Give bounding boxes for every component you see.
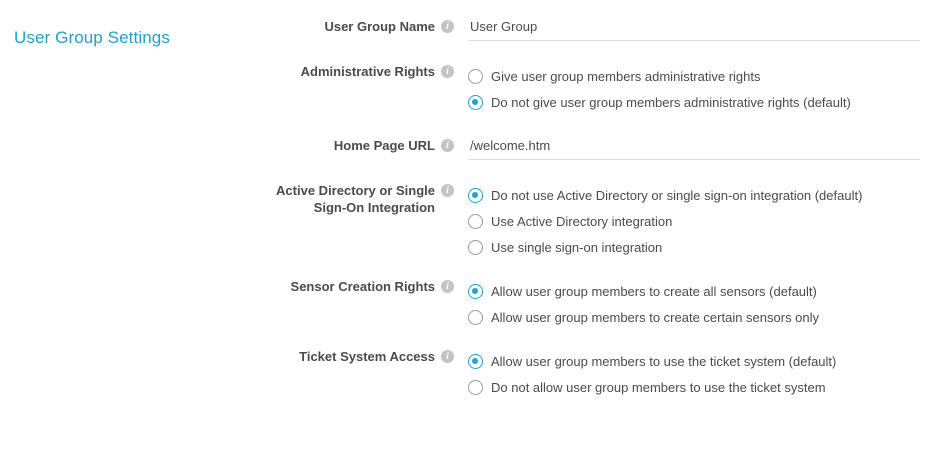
radio-option-certain-sensors[interactable] <box>468 304 926 330</box>
radio-option-allow-ticket-system[interactable] <box>468 348 926 374</box>
field-cell-home-page-url <box>460 137 926 160</box>
sensor-creation-rights-label: Sensor Creation Rights <box>290 279 435 294</box>
radio-icon[interactable] <box>468 310 483 325</box>
spacer <box>236 41 926 63</box>
radio-icon[interactable] <box>468 380 483 395</box>
radio-icon-selected[interactable] <box>468 188 483 203</box>
radio-label: Allow user group members to create all sensors (default) <box>491 283 817 299</box>
field-row-administrative-rights <box>236 63 926 115</box>
sensor-creation-rights-radio-group <box>460 278 926 330</box>
spacer <box>236 260 926 278</box>
radio-option-deny-ticket-system[interactable] <box>468 374 926 400</box>
field-cell-user-group-name <box>460 18 926 41</box>
label-cell-ticket-system-access <box>236 348 460 365</box>
radio-label: Use single sign-on integration <box>491 239 663 255</box>
home-page-url-label: Home Page URL <box>333 138 435 153</box>
radio-icon[interactable] <box>468 69 483 84</box>
radio-label: Use Active Directory integration <box>491 213 673 229</box>
info-icon[interactable]: i <box>441 20 454 33</box>
label-cell-ad-sso-integration <box>236 182 460 216</box>
user-group-name-label: User Group Name <box>324 19 435 34</box>
administrative-rights-label: Administrative Rights <box>300 64 435 79</box>
user-group-name-input[interactable] <box>468 18 920 41</box>
field-row-sensor-creation-rights <box>236 278 926 330</box>
info-icon[interactable]: i <box>441 280 454 293</box>
radio-label: Do not use Active Directory or single sign-on integration (default) <box>491 187 863 203</box>
radio-icon-selected[interactable] <box>468 354 483 369</box>
radio-option-no-ad-sso[interactable] <box>468 182 926 208</box>
label-cell-home-page-url <box>236 137 460 154</box>
field-row-home-page-url <box>236 137 926 160</box>
radio-option-use-sso[interactable] <box>468 234 926 260</box>
info-icon[interactable]: i <box>441 350 454 363</box>
ticket-system-access-radio-group <box>460 348 926 400</box>
radio-icon[interactable] <box>468 240 483 255</box>
home-page-url-input[interactable] <box>468 137 920 160</box>
settings-form <box>236 18 926 400</box>
info-icon[interactable]: i <box>441 65 454 78</box>
radio-label: Allow user group members to use the ticket system (default) <box>491 353 837 369</box>
radio-label: Do not give user group members administrative rights (default) <box>491 94 851 110</box>
radio-label: Give user group members administrative rights <box>491 68 761 84</box>
ad-sso-integration-label: Active Directory or Single Sign-On Integration <box>276 183 435 215</box>
radio-icon-selected[interactable] <box>468 95 483 110</box>
label-cell-sensor-creation-rights <box>236 278 460 295</box>
radio-option-admin-rights-deny[interactable] <box>468 89 926 115</box>
administrative-rights-radio-group <box>460 63 926 115</box>
ad-sso-integration-radio-group <box>460 182 926 260</box>
spacer <box>236 115 926 137</box>
radio-option-all-sensors[interactable] <box>468 278 926 304</box>
spacer <box>236 160 926 182</box>
radio-option-use-ad[interactable] <box>468 208 926 234</box>
field-row-ticket-system-access <box>236 348 926 400</box>
label-cell-administrative-rights <box>236 63 460 80</box>
info-icon[interactable]: i <box>441 184 454 197</box>
spacer <box>236 330 926 348</box>
page-title: User Group Settings <box>14 28 170 48</box>
info-icon[interactable]: i <box>441 139 454 152</box>
radio-label: Allow user group members to create certain sensors only <box>491 309 820 325</box>
field-row-user-group-name <box>236 18 926 41</box>
radio-label: Do not allow user group members to use the ticket system <box>491 379 826 395</box>
radio-icon[interactable] <box>468 214 483 229</box>
field-row-ad-sso-integration <box>236 182 926 260</box>
ticket-system-access-label: Ticket System Access <box>299 349 435 364</box>
label-cell-user-group-name <box>236 18 460 35</box>
radio-icon-selected[interactable] <box>468 284 483 299</box>
radio-option-admin-rights-give[interactable] <box>468 63 926 89</box>
